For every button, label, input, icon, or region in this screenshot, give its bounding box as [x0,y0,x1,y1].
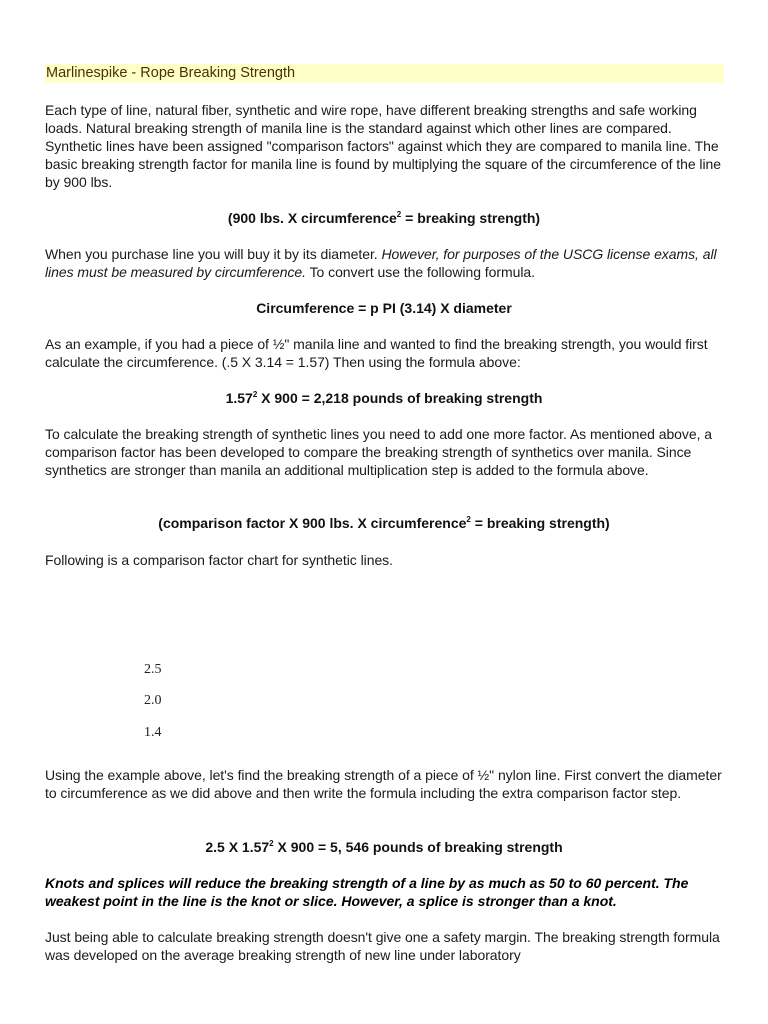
nylon-example-formula [45,838,723,856]
factor-value: 1.4 [144,725,162,740]
synthetic-formula-result: = breaking strength) [470,515,610,531]
nylon-paragraph: Using the example above, let's find the breaking strength of a piece of ½" nylon line. First convert the diameter to circumference as we did above and then write the formula including the extra comparison factor step. [45,767,722,801]
nylon-formula-exponent: 2 [269,839,274,848]
intro-paragraph: Each type of line, natural fiber, synthetic and wire rope, have different breaking strengths and safe working loads. Natural breaking strength of manila line is the standard against which other lines are compared. Synthetic lines have been assigned "comparison factors" against which they are compared to manila line. The basic breaking strength factor for manila line is found by multiplying the square of the circumference of the line by 900 lbs. [45,102,721,190]
circumference-formula: Circumference = p PI (3.14) X diameter [256,300,512,316]
example-paragraph: As an example, if you had a piece of ½" manila line and wanted to find the breaking strength, you would first calculate the circumference. (.5 X 3.14 = 1.57) Then using the formula above: [45,336,708,370]
factor-value: 2.0 [144,693,162,708]
diameter-text: When you purchase line you will buy it by its diameter. [45,246,382,262]
synthetic-formula-exponent: 2 [466,515,471,524]
basic-formula [45,209,723,227]
nylon-formula-result: X 900 = 5, 546 pounds of breaking strength [273,839,563,855]
convert-text: To convert use the following formula. [306,264,535,280]
synthetic-paragraph: To calculate the breaking strength of synthetic lines you need to add one more factor. As mentioned above, a comparison factor has been developed to compare the breaking strength of synthetics over manila. Since synthetics are stronger than manila an additional multiplication step is added to the formula above. [45,426,713,478]
knots-warning: Knots and splices will reduce the breaking strength of a line by as much as 50 to 60 percent. The weakest point in the line is the knot or slice. However, a splice is stronger than a knot. [45,875,689,909]
safety-paragraph: Just being able to calculate breaking strength doesn't give one a safety margin. The breaking strength formula was developed on the average breaking strength of new line under laboratory [45,929,720,963]
factor-value: 2.5 [144,662,162,677]
basic-formula-result: = breaking strength) [401,210,541,226]
basic-formula-text: (900 lbs. X circumference [227,210,397,226]
diameter-paragraph [45,245,723,281]
manila-formula-exponent: 2 [252,390,258,399]
page-title: Marlinespike - Rope Breaking Strength [45,64,724,83]
synthetic-formula [45,514,723,532]
uscg-note: However, for purposes of the USCG license exams, all lines must be measured by circumference. [45,246,717,280]
manila-example-formula [45,389,723,407]
basic-formula-exponent: 2 [396,210,402,219]
synthetic-formula-text: (comparison factor X 900 lbs. X circumference [158,515,467,531]
nylon-formula-text: 2.5 X 1.57 [205,839,270,855]
chart-intro-paragraph: Following is a comparison factor chart for synthetic lines. [45,552,393,568]
manila-formula-result: X 900 = 2,218 pounds of breaking strength [257,390,543,406]
manila-formula-text: 1.57 [225,390,253,406]
